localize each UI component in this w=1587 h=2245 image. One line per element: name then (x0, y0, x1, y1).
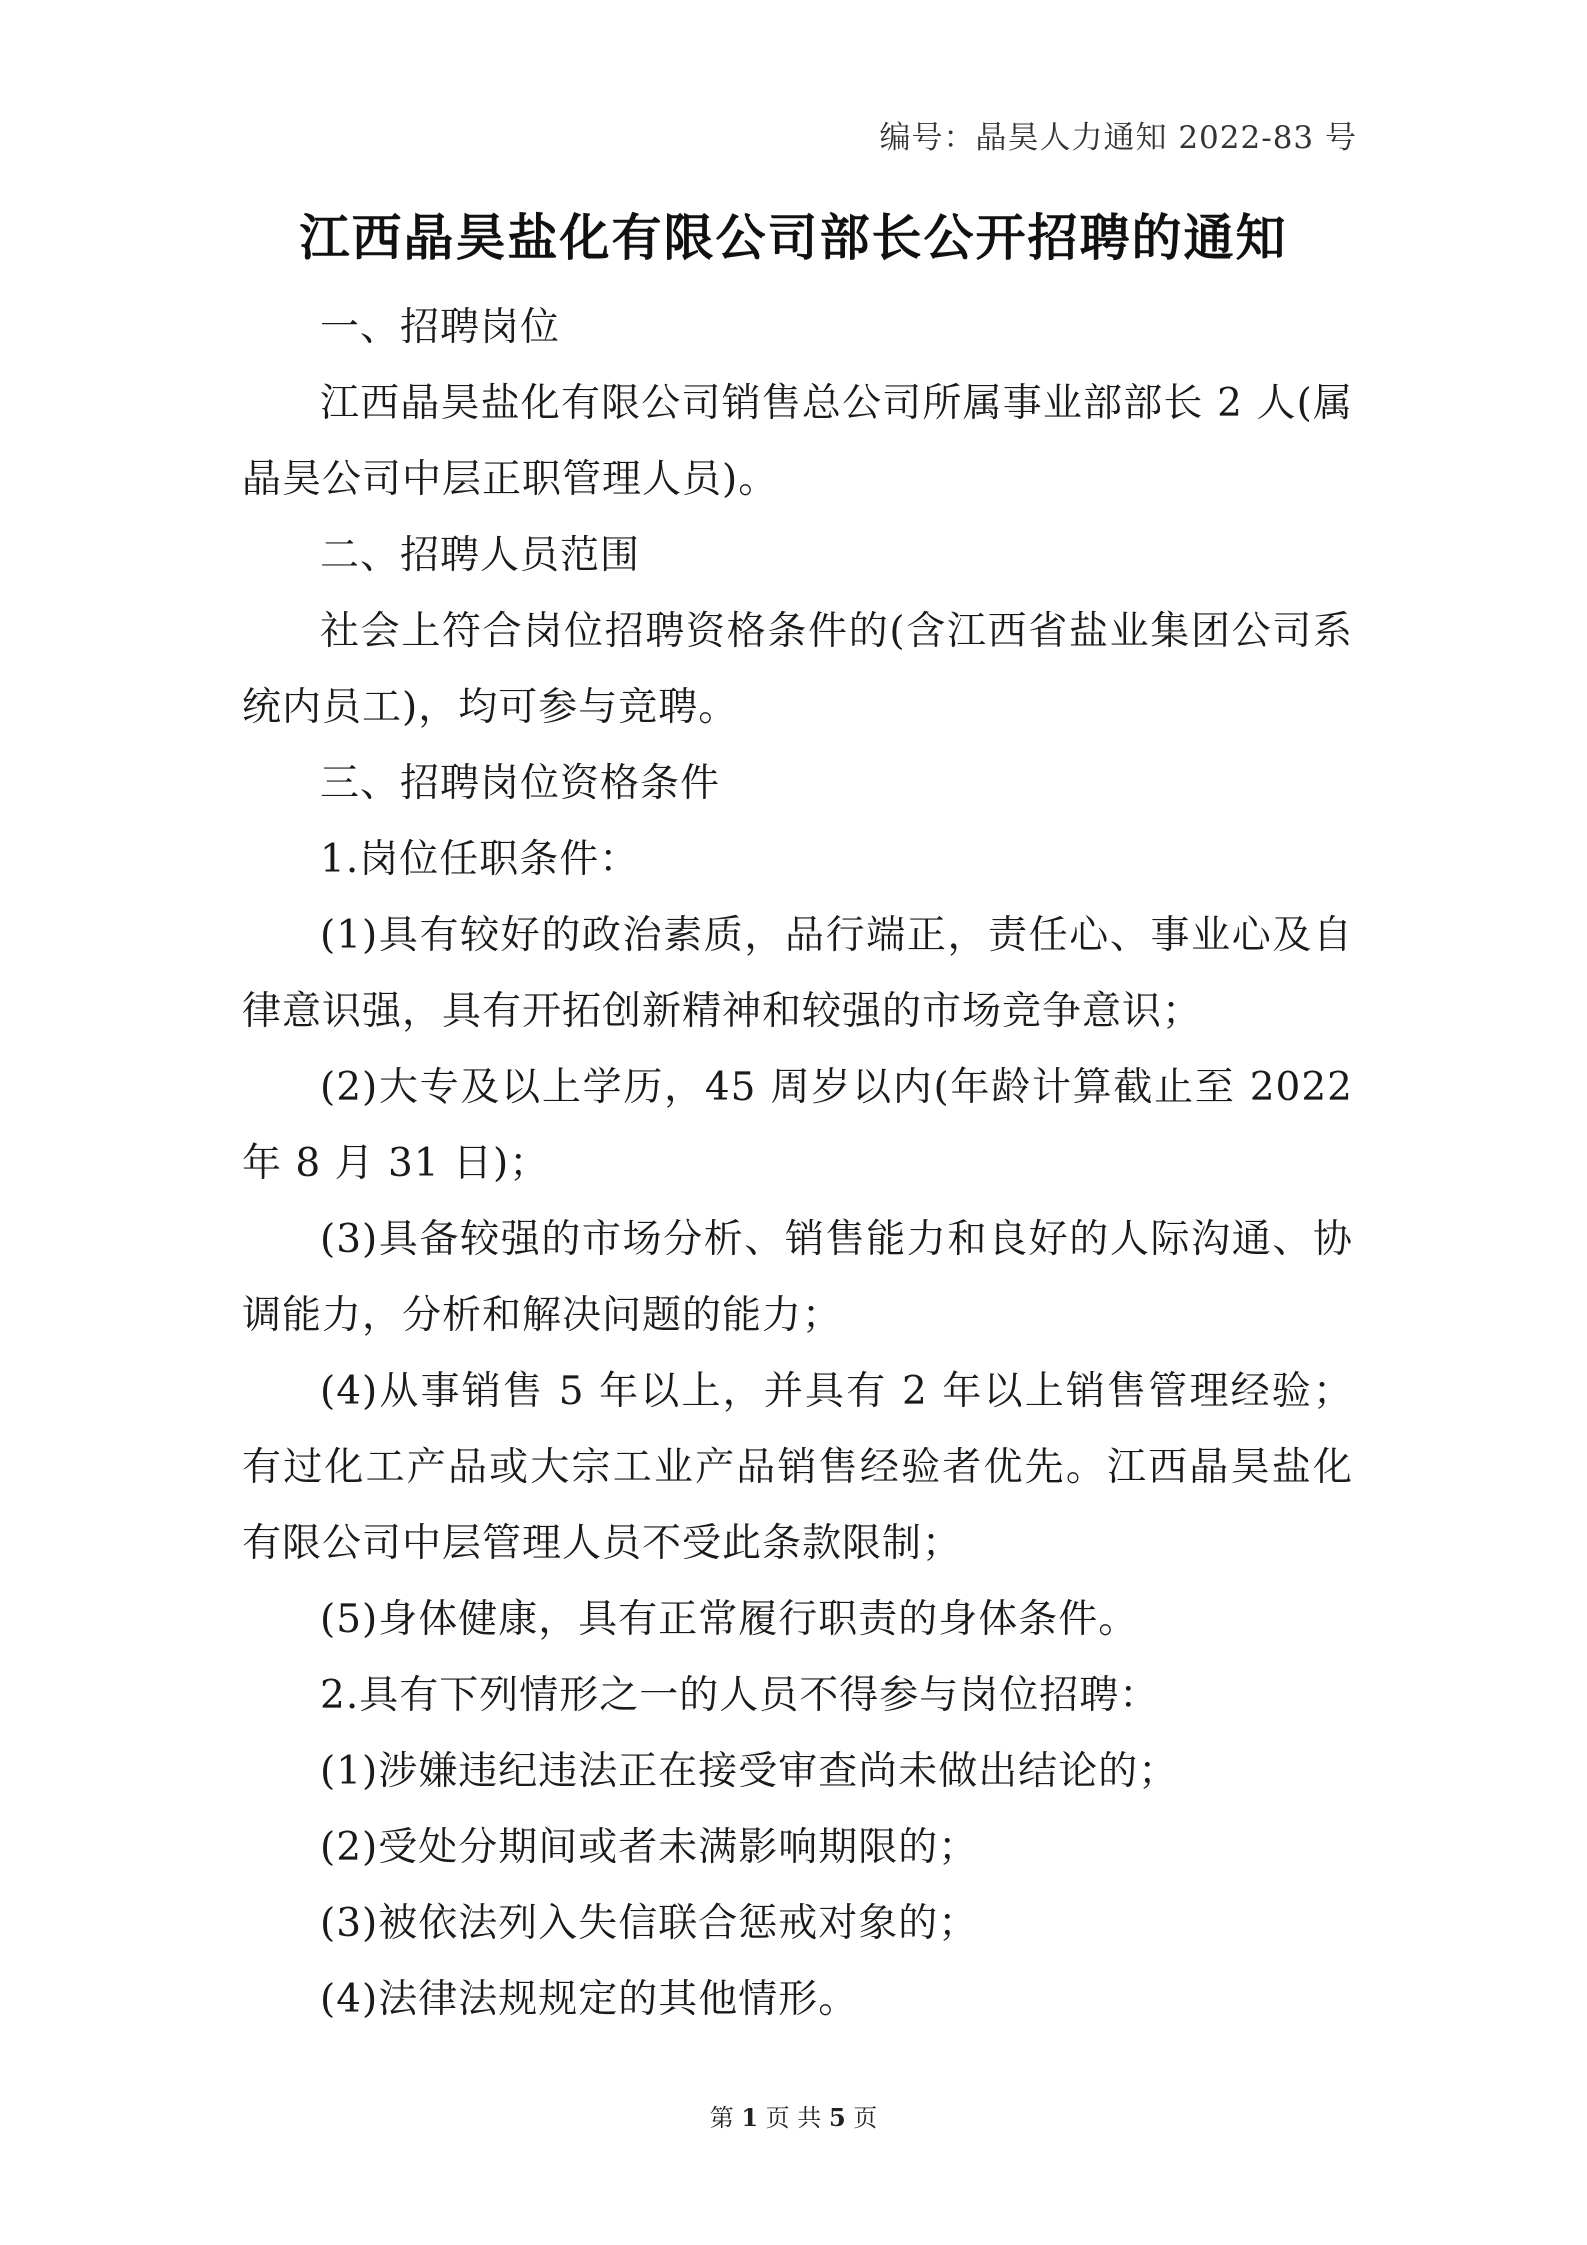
exclusion-item: (1)涉嫌违纪违法正在接受审查尚未做出结论的； (320, 1749, 1179, 1794)
subheading-requirements: 1.岗位任职条件： (320, 837, 640, 882)
subheading-exclusions: 2.具有下列情形之一的人员不得参与岗位招聘： (320, 1673, 1160, 1718)
page-footer (0, 2098, 1587, 2133)
page-total: 5 (828, 2103, 846, 2132)
page-current: 1 (741, 2103, 759, 2132)
section-heading-qualifications: 三、招聘岗位资格条件 (320, 761, 721, 806)
requirement-item: (4)从事销售 5 年以上，并具有 2 年以上销售管理经验；有过化工产品或大宗工业产品销售经验者优先。江西晶昊盐化有限公司中层管理人员不受此条款限制； (242, 1369, 1353, 1566)
document-body (242, 290, 1353, 2038)
section-heading-positions: 一、招聘岗位 (320, 305, 561, 350)
page-title: 江西晶昊盐化有限公司部长公开招聘的通知 (299, 208, 1288, 267)
section-heading-scope: 二、招聘人员范围 (320, 533, 641, 578)
paragraph-scope: 社会上符合岗位招聘资格条件的(含江西省盐业集团公司系统内员工)，均可参与竞聘。 (242, 609, 1353, 730)
exclusion-item: (3)被依法列入失信联合惩戒对象的； (320, 1901, 979, 1946)
exclusion-item: (4)法律法规规定的其他情形。 (320, 1977, 859, 2022)
exclusion-item: (2)受处分期间或者未满影响期限的； (320, 1825, 979, 1870)
document-number: 编号：晶昊人力通知 2022-83 号 (879, 120, 1357, 156)
paragraph-positions: 江西晶昊盐化有限公司销售总公司所属事业部部长 2 人(属晶昊公司中层正职管理人员)。 (242, 381, 1353, 502)
footer-label-end: 页 (853, 2104, 878, 2132)
footer-label-page: 第 (709, 2104, 734, 2132)
footer-label-mid: 页 共 (765, 2104, 822, 2132)
requirement-item: (2)大专及以上学历，45 周岁以内(年龄计算截止至 2022 年 8 月 31 日)； (242, 1065, 1353, 1186)
requirement-item: (1)具有较好的政治素质，品行端正，责任心、事业心及自律意识强，具有开拓创新精神和较强的市场竞争意识； (242, 913, 1353, 1034)
requirement-item: (5)身体健康，具有正常履行职责的身体条件。 (320, 1597, 1139, 1642)
requirement-item: (3)具备较强的市场分析、销售能力和良好的人际沟通、协调能力，分析和解决问题的能力； (242, 1217, 1353, 1338)
